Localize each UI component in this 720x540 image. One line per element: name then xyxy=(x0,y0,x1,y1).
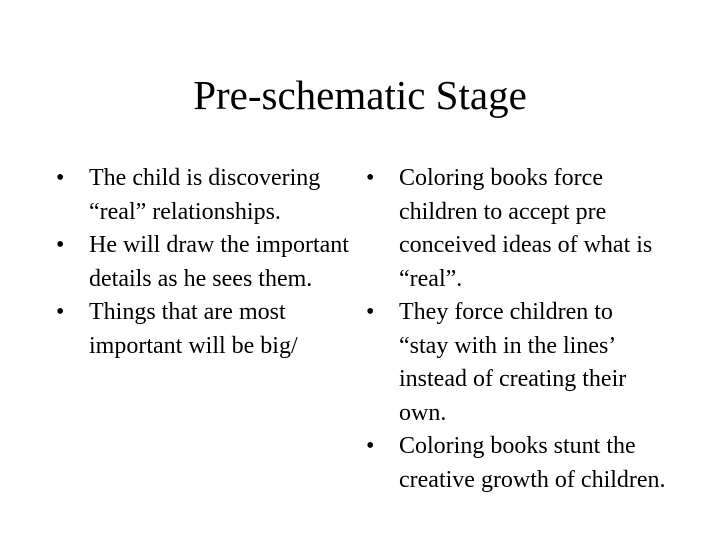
bullet-text: Things that are most important will be big/ xyxy=(89,299,298,359)
bullet-text: Coloring books force children to accept pre conceived ideas of what is “real”. xyxy=(399,165,653,292)
bullet-text: They force children to “stay with in the lines’ instead of creating their own. xyxy=(399,299,627,426)
bullet-item xyxy=(56,296,366,363)
bullet-item xyxy=(56,229,366,296)
slide-title: Pre-schematic Stage xyxy=(193,72,527,118)
bullet-item xyxy=(366,162,666,296)
bullet-item xyxy=(366,430,666,497)
bullet-dot-icon: • xyxy=(56,299,65,325)
bullet-text: The child is discovering “real” relationships. xyxy=(89,165,321,225)
bullet-dot-icon: • xyxy=(56,232,65,258)
bullet-text: He will draw the important details as he sees them. xyxy=(89,232,349,292)
bullet-dot-icon: • xyxy=(366,299,375,325)
bullet-text: Coloring books stunt the creative growth of children. xyxy=(399,433,666,493)
bullet-dot-icon: • xyxy=(56,165,65,191)
right-bullet-list xyxy=(366,162,666,497)
bullet-dot-icon: • xyxy=(366,165,375,191)
bullet-item xyxy=(56,162,366,229)
left-bullet-list xyxy=(56,162,366,363)
bullet-dot-icon: • xyxy=(366,433,375,459)
bullet-item xyxy=(366,296,666,430)
